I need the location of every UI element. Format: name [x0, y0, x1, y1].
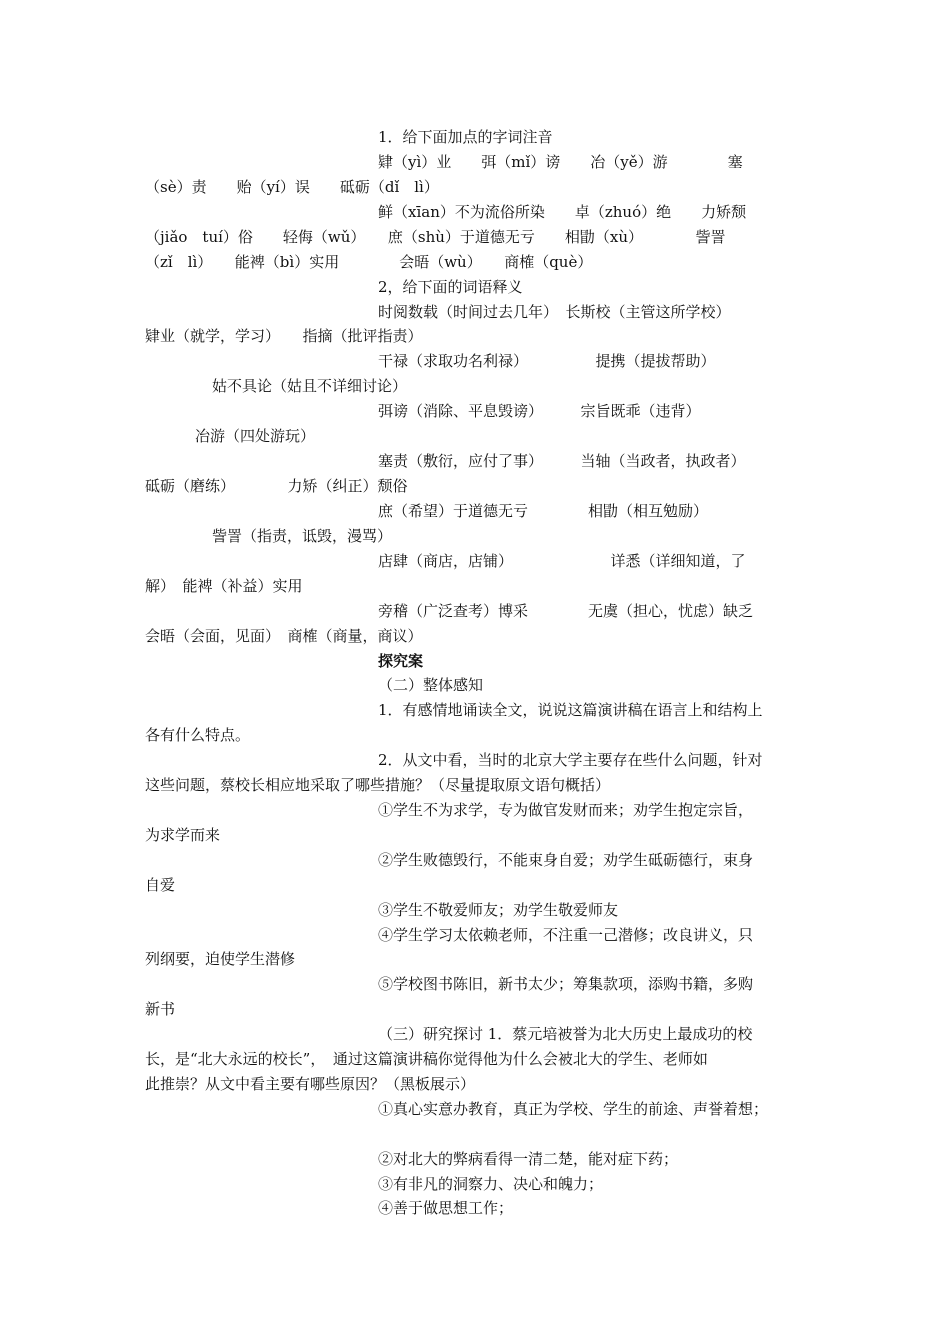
text-line: 长，是“北大永远的校长”， 通过这篇演讲稿你觉得他为什么会被北大的学生、老师如: [145, 1050, 708, 1068]
text-line: ②学生败德毁行，不能束身自爱；劝学生砥砺德行，束身: [378, 851, 754, 869]
text-line: 肄（yì）业 弭（mǐ）谤 冶（yě）游 塞: [378, 153, 743, 171]
text-line: ③有非凡的洞察力、决心和魄力；: [378, 1175, 604, 1193]
text-line: 訾詈（指责，诋毁，漫骂）: [212, 527, 393, 545]
text-line: 弭谤（消除、平息毁谤） 宗旨既乖（违背）: [378, 402, 701, 420]
text-line: 庶（希望）于道德无亏 相勖（相互勉励）: [378, 502, 709, 520]
text-line: 各有什么特点。: [145, 726, 251, 744]
text-line: ①学生不为求学，专为做官发财而来；劝学生抱定宗旨，: [378, 801, 754, 819]
text-line: 干禄（求取功名利禄） 提携（提拔帮助）: [378, 352, 716, 370]
text-line: 店肆（商店，店铺） 详悉（详细知道，了: [378, 552, 746, 570]
text-line: 塞责（敷衍，应付了事） 当轴（当政者，执政者）: [378, 452, 746, 470]
text-line: 2．从文中看，当时的北京大学主要存在些什么问题，针对: [378, 751, 763, 769]
text-line: 时阅数载（时间过去几年） 长斯校（主管这所学校）: [378, 303, 731, 321]
text-line: 旁稽（广泛查考）博采 无虞（担心，忧虑）缺乏: [378, 602, 754, 620]
text-line: ②对北大的弊病看得一清二楚，能对症下药；: [378, 1150, 679, 1168]
text-line: ③学生不敬爱师友；劝学生敬爱师友: [378, 901, 619, 919]
text-line: 2，给下面的词语释义: [378, 278, 523, 296]
text-line: ④学生学习太依赖老师，不注重一己潜修；改良讲义，只: [378, 926, 754, 944]
text-line: （三）研究探讨 1．蔡元培被誉为北大历史上最成功的校: [378, 1025, 753, 1043]
text-line: 列纲要，迫使学生潜修: [145, 950, 296, 968]
text-line: 砥砺（磨练） 力矫（纠正）颓俗: [145, 477, 408, 495]
text-line: 此推崇？从文中看主要有哪些原因？（黑板展示）: [145, 1075, 476, 1093]
text-line: 这些问题，蔡校长相应地采取了哪些措施？（尽量提取原文语句概括）: [145, 776, 611, 794]
text-line: 姑不具论（姑且不详细讨论）: [212, 377, 408, 395]
text-line: 会晤（会面，见面） 商榷（商量，商议）: [145, 627, 423, 645]
text-line: （jiǎo tuí）俗 轻侮（wǔ） 庶（shù）于道德无亏 相勖（xù） 訾詈: [145, 228, 726, 246]
text-line: 1．给下面加点的字词注音: [378, 128, 553, 146]
text-line: ④善于做思想工作；: [378, 1199, 514, 1217]
text-line: 为求学而来: [145, 826, 221, 844]
text-line: 自爱: [145, 876, 176, 894]
text-line: 肄业（就学，学习） 指摘（批评指责）: [145, 327, 423, 345]
text-line: 冶游（四处游玩）: [195, 427, 316, 445]
text-line: 1．有感情地诵读全文，说说这篇演讲稿在语言上和结构上: [378, 701, 763, 719]
text-line: 鲜（xīan）不为流俗所染 卓（zhuó）绝 力矫颓: [378, 203, 747, 221]
text-line: ⑤学校图书陈旧，新书太少；筹集款项，添购书籍，多购: [378, 975, 754, 993]
text-line: ①真心实意办教育，真正为学校、学生的前途、声誉着想；: [378, 1100, 769, 1118]
text-line: （zǐ lì） 能裨（bì）实用 会晤（wù） 商榷（què）: [145, 253, 593, 271]
section-heading: 探究案: [378, 652, 424, 670]
text-line: （sè）责 贻（yí）误 砥砺（dǐ lì）: [145, 178, 439, 196]
text-line: 解） 能裨（补益）实用: [145, 577, 303, 595]
text-line: 新书: [145, 1000, 176, 1018]
text-line: （二）整体感知: [378, 676, 484, 694]
